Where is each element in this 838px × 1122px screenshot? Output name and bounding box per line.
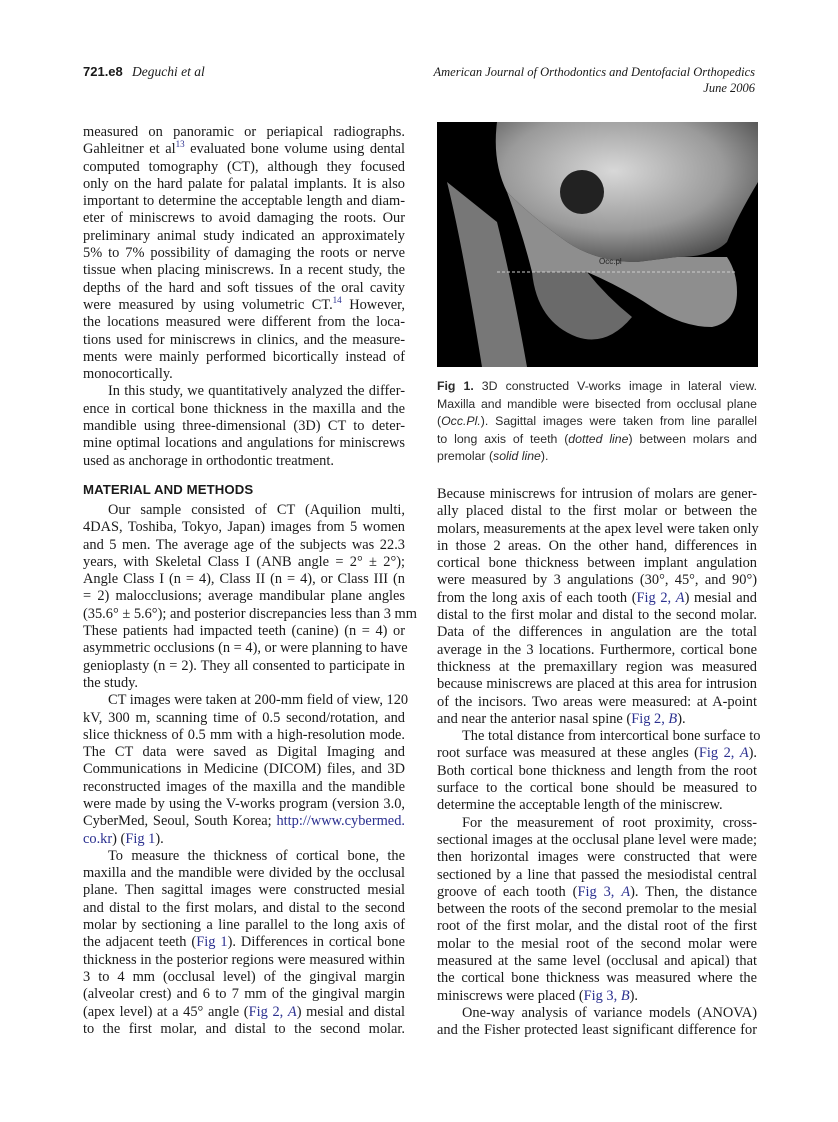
text-line: sectioned by a line that passed the mesiodistal central (437, 866, 757, 883)
text-line: ments were mainly performed bicortically instead of (83, 348, 405, 365)
text-line: determine the acceptable length of the miniscrew. (437, 797, 723, 814)
text-segment: ) ( (112, 830, 126, 847)
text-line: Both cortical bone thickness and length from the root (437, 762, 757, 779)
text-line (437, 711, 757, 728)
text-line: Communications in Medicine (DICOM) files, and 3D (83, 761, 405, 778)
cross-reference-link[interactable]: Fig 3, (583, 987, 621, 1004)
text-segment: ). (540, 449, 549, 463)
text-line: thickness in the posterior regions were measured within (83, 951, 405, 968)
cross-reference-link[interactable]: Fig 2, (248, 1003, 288, 1020)
text-line: depths of the hard and soft tissues of the oral cavity (83, 279, 405, 296)
text-line: cortical bone thickness between implant angulation (437, 555, 757, 572)
issue-date: June 2006 (703, 81, 755, 95)
text-line: Data of the differences in angulation are the total (437, 624, 757, 641)
text-line (83, 831, 405, 848)
text-line: only on the hard palate for palatal implants. It is also (83, 175, 405, 192)
right-column (437, 486, 761, 1040)
text-line: to the first molar, and distal to the second molar. (83, 1020, 405, 1037)
text-line: For the measurement of root proximity, cross- (462, 814, 757, 831)
cross-reference-link[interactable]: A (621, 883, 631, 900)
text-line: average in the 3 locations. Furthermore, cortical bone (437, 641, 757, 658)
text-line: computed tomography (CT), although they focused (83, 158, 405, 175)
text-line (437, 745, 757, 762)
running-header-left (83, 64, 205, 80)
text-line: between the roots of the second premolar to the mesial (437, 901, 757, 918)
text-line (83, 813, 405, 830)
text-segment: miniscrews were placed ( (437, 987, 584, 1004)
text-line: slice thickness of 0.5 mm with a high-resolution mode. (83, 726, 405, 743)
text-segment: ). Sagittal images were taken from line parallel (480, 414, 757, 428)
skull-3d-render (437, 122, 758, 367)
text-line: molars, measurements at the apex level were taken only (437, 520, 759, 537)
text-line: were measured by 3 angulations (30°, 45°, and 90°) (437, 572, 757, 589)
text-line (437, 431, 757, 449)
cross-reference-link[interactable]: A (675, 589, 685, 606)
citation-superscript[interactable]: 14 (332, 294, 342, 305)
text-segment: 3D constructed V-works image in lateral view. (473, 379, 757, 393)
text-line: (35.6° ± 5.6°); and posterior discrepancies less than 3 mm (83, 605, 417, 622)
text-segment: root surface was measured at these angles ( (437, 745, 699, 762)
cross-reference-link[interactable]: B (620, 987, 630, 1004)
text-line: measured at the same level (occlusal and apical) that (437, 953, 757, 970)
citation-superscript[interactable]: 13 (175, 139, 185, 150)
text-segment: ) between molars and (628, 431, 758, 446)
text-line (83, 141, 405, 158)
text-segment: ( (437, 414, 442, 428)
text-line: the study. (83, 674, 139, 691)
cross-reference-link[interactable]: A (287, 1003, 297, 1020)
text-line (83, 1004, 405, 1021)
text-segment: (apex level) at a 45° angle ( (83, 1003, 249, 1020)
text-line: sectional images at the occlusal plane level were made; (437, 831, 757, 848)
left-column (83, 124, 417, 1038)
text-line: To measure the thickness of cortical bone, the (108, 847, 405, 864)
text-line: = 2) malocclusions; average mandibular plane angles (83, 588, 405, 605)
paragraph (437, 728, 761, 814)
text-line: 5% to 7% possibility of damaging the roots or nerve (83, 245, 405, 262)
text-line: One-way analysis of variance models (ANOVA) (462, 1004, 757, 1021)
text-segment: evaluated bone volume using dental (184, 141, 405, 158)
cross-reference-link[interactable]: A (739, 745, 749, 762)
text-line (83, 934, 405, 951)
cross-reference-link[interactable]: co.kr (83, 830, 113, 847)
text-line: ence in cortical bone thickness in the maxilla and the (83, 400, 405, 417)
text-segment: were measured by using volumetric CT. (83, 296, 333, 313)
text-line: Angle Class I (n = 4), Class II (n = 4), or Class III (n (83, 571, 405, 588)
text-segment: ). Then, the distance (630, 883, 757, 900)
italic-text: Occ.Pl. (441, 414, 481, 428)
text-segment: the adjacent teeth ( (83, 934, 197, 951)
text-line: the cortical bone thickness was measured where the (437, 970, 757, 987)
paragraph (437, 486, 757, 728)
text-line: surface to the cortical bone should be measured to (437, 780, 757, 797)
text-line: root of the first molar, and the distal root of the first (437, 918, 757, 935)
paragraph (437, 815, 757, 1005)
text-line (437, 378, 757, 396)
text-line: Our sample consisted of CT (Aquilion multi, (108, 501, 405, 518)
text-segment: CyberMed, Seoul, South Korea; (83, 813, 277, 830)
paragraph (83, 848, 405, 1038)
paragraph (83, 124, 405, 383)
text-line: and distal to the first molars, and distal to the second (83, 899, 405, 916)
italic-text: solid line (493, 449, 541, 463)
text-line: tissue when placing miniscrews. In a recent study, the (83, 262, 405, 279)
paragraph (83, 692, 409, 848)
text-line: mine optimal locations and angulations for miniscrews (83, 435, 405, 452)
text-line: tions used for miniscrews in clinics, and the measure- (83, 331, 405, 348)
text-line: Maxilla and mandible were bisected from occlusal plane (437, 396, 757, 411)
text-line: Because miniscrews for intrusion of molars are gener- (437, 486, 757, 502)
figure-label: Fig 1. (437, 379, 474, 393)
text-line (437, 590, 757, 607)
page-number: 721.e8 (83, 64, 123, 79)
text-line: eter of miniscrews to avoid damaging the roots. Our (83, 210, 405, 227)
cross-reference-link[interactable]: Fig 2, (631, 710, 669, 727)
text-line: asymmetric occlusions (n = 4), or were planning to have (83, 640, 408, 657)
text-line: then horizontal images were constructed that were (437, 849, 757, 866)
text-line: 4DAS, Toshiba, Tokyo, Japan) images from 5 women (83, 519, 405, 536)
running-header-right (434, 64, 756, 96)
text-line: molar to the mesial root of the second molar were (437, 935, 757, 952)
text-line: monocortically. (83, 366, 173, 383)
text-segment: and near the anterior nasal spine ( (437, 710, 632, 727)
cross-reference-link[interactable]: Fig 1 (196, 934, 228, 951)
text-line: and 5 men. The average age of the subjects was 22.3 (83, 536, 405, 553)
text-line: The CT data were saved as Digital Imaging and (83, 744, 405, 761)
text-segment: ). (748, 745, 758, 762)
text-line: thickness at the premaxillary region was measured (437, 658, 757, 675)
text-line: because miniscrews are placed at this area for intrusion (437, 676, 757, 693)
text-line: 3 to 4 mm (occlusal level) of the gingival margin (83, 968, 405, 985)
text-line: mandible using three-dimensional (3D) CT to deter- (83, 418, 405, 435)
text-line (83, 294, 405, 314)
text-segment: groove of each tooth ( (437, 883, 578, 900)
text-line: measured on panoramic or periapical radiographs. (83, 124, 405, 140)
text-line: used as anchorage in orthodontic treatment. (83, 452, 334, 469)
text-segment: ). (629, 987, 639, 1004)
running-authors: Deguchi et al (132, 64, 205, 79)
cross-reference-link[interactable]: http://www.cybermed. (276, 813, 405, 830)
paragraph (83, 501, 417, 692)
figure-1-ct-image (437, 122, 758, 367)
text-segment: to long axis of teeth ( (437, 431, 569, 446)
text-line: years, with Skeletal Class I (ANB angle = 2° ± 2°); (83, 553, 405, 570)
text-segment: Gahleitner et al (83, 141, 176, 158)
text-line: distal to the first molar and distal to the second molar. (437, 607, 757, 624)
text-line: kV, 300 m, scanning time of 0.5 second/rotation, and (83, 709, 405, 726)
text-segment: ). Differences in cortical bone (227, 934, 405, 951)
text-segment: ) mesial and (684, 589, 757, 606)
journal-title: American Journal of Orthodontics and Dentofacial Orthopedics (433, 65, 755, 79)
text-line: in those 2 areas. On the other hand, differences in (437, 537, 757, 554)
text-segment: ). (155, 830, 164, 847)
text-line: The total distance from intercortical bone surface to (462, 728, 761, 745)
text-line: molar by sectioning a line parallel to the long axis of (83, 917, 405, 934)
text-line: (alveolar crest) and 6 to 7 mm of the gingival margin (83, 986, 405, 1003)
text-line: ally placed distal to the first molar or between the (437, 503, 757, 520)
text-line: CT images were taken at 200-mm field of view, 120 (108, 692, 409, 709)
text-line: genioplasty (n = 2). They all consented to participate in (83, 657, 405, 674)
cross-reference-link[interactable]: Fig 2, (636, 589, 676, 606)
italic-text: dotted line (568, 431, 629, 446)
text-line: and the Fisher protected least significant difference for (437, 1022, 757, 1039)
text-line: important to determine the acceptable length and diam- (83, 193, 405, 210)
paragraph (83, 383, 405, 469)
text-line (437, 448, 757, 466)
paragraph (437, 1005, 757, 1040)
text-line: reconstructed images of the maxilla and the mandible (83, 778, 405, 795)
text-line: were made by using the V-works program (version 3.0, (83, 795, 405, 812)
text-segment: ). (677, 710, 686, 727)
cross-reference-link[interactable]: Fig 1 (125, 830, 156, 847)
occlusal-plane-label: Occ.pl (599, 257, 622, 266)
text-line (437, 413, 757, 431)
text-segment: premolar ( (437, 449, 494, 463)
text-line: preliminary animal study indicated an approximately (83, 227, 405, 244)
text-line: These patients had impacted teeth (canine) (n = 4) or (83, 623, 405, 640)
text-segment: However, (341, 296, 405, 313)
cross-reference-link[interactable]: B (668, 710, 678, 727)
text-line: of the incisors. Two areas were measured: at A-point (437, 693, 757, 710)
text-line (437, 988, 757, 1005)
text-line: the locations measured were different from the loca- (83, 314, 405, 331)
text-line (437, 884, 757, 901)
text-line: In this study, we quantitatively analyzed the differ- (108, 383, 405, 400)
text-segment: from the long axis of each tooth ( (437, 589, 637, 606)
cross-reference-link[interactable]: Fig 2, (698, 745, 740, 762)
text-segment: ) mesial and distal (296, 1003, 406, 1020)
figure-1-caption (437, 378, 757, 466)
text-line: plane. Then sagittal images were constructed mesial (83, 882, 405, 899)
cross-reference-link[interactable]: Fig 3, (577, 883, 622, 900)
text-line: maxilla and the mandible were divided by the occlusal (83, 865, 405, 882)
section-heading: MATERIAL AND METHODS (83, 481, 254, 497)
